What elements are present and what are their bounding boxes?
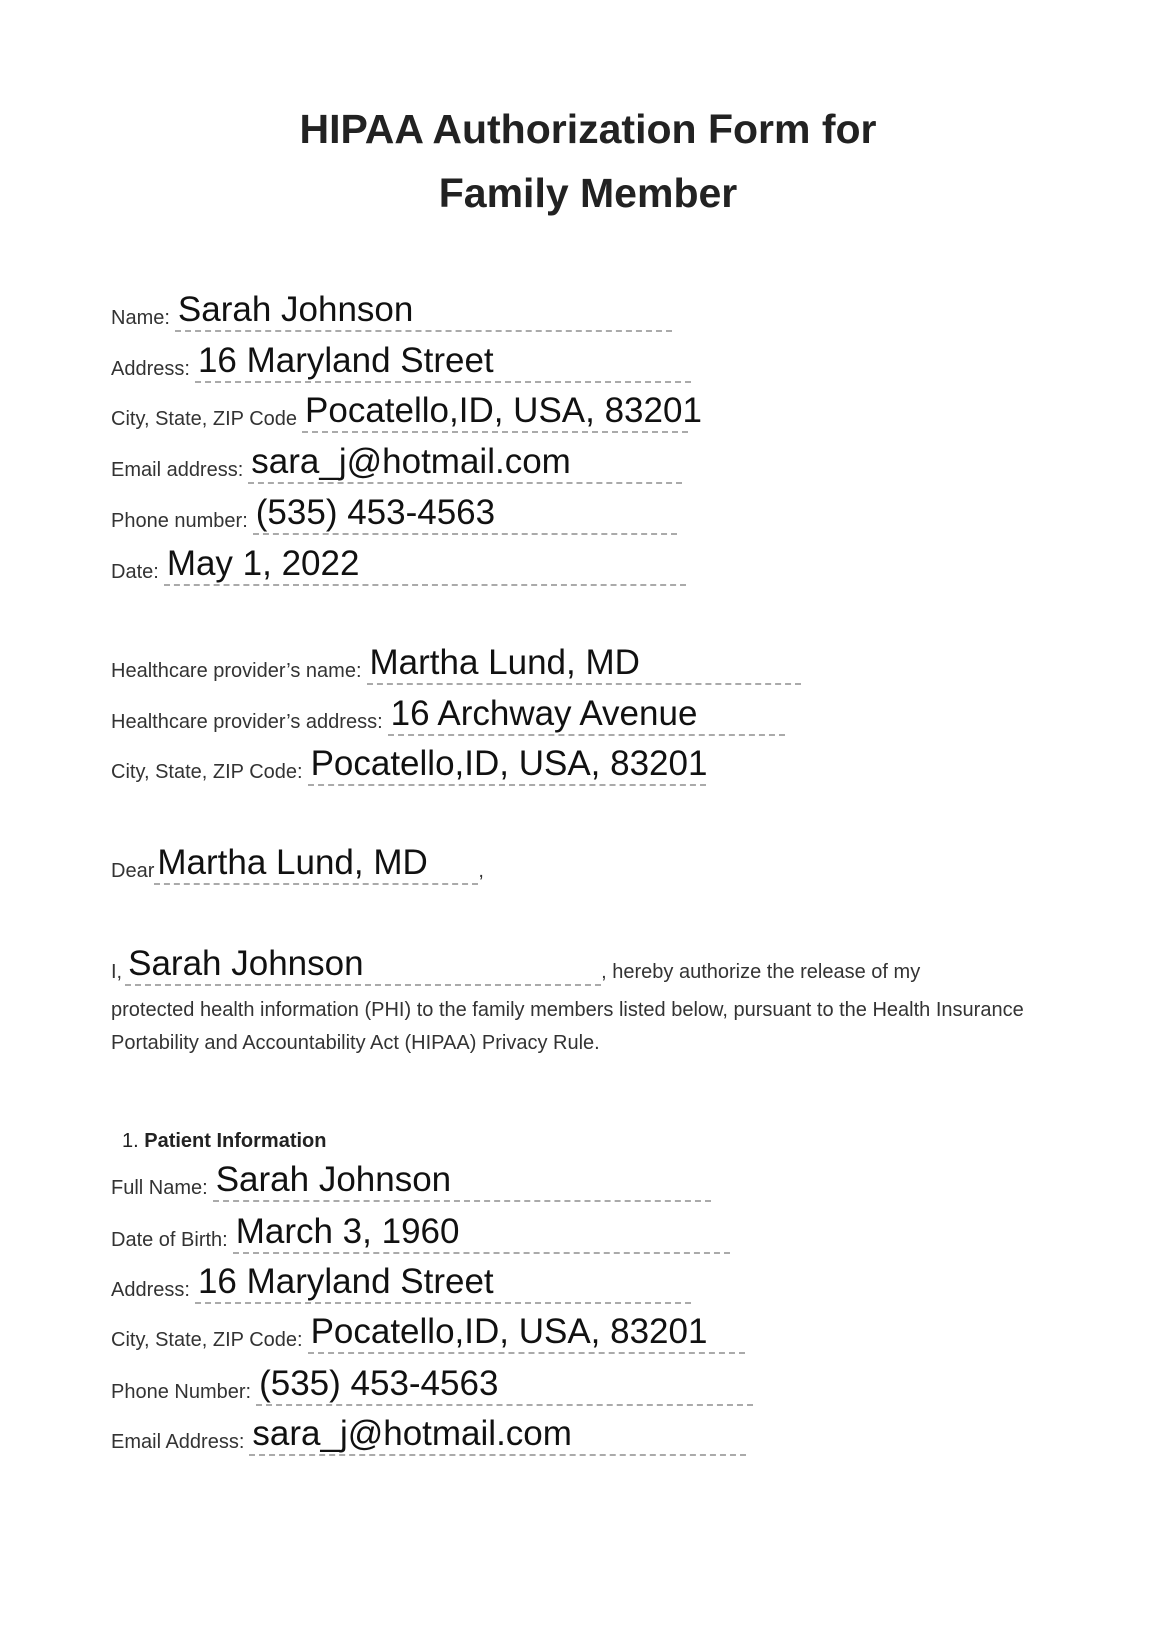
name-row — [111, 286, 672, 332]
full-name-label: Full Name: — [111, 1177, 208, 1199]
salutation-comma: , — [478, 860, 484, 882]
provider-address-label: Healthcare provider’s address: — [111, 711, 383, 733]
provider-city-field[interactable]: Pocatello,ID, USA, 83201 — [308, 744, 706, 786]
date-label: Date: — [111, 561, 159, 583]
provider-city-label: City, State, ZIP Code: — [111, 761, 303, 783]
patient-full-name-row — [111, 1156, 711, 1202]
provider-address-row — [111, 690, 785, 736]
city-row — [111, 387, 702, 433]
provider-address-field[interactable]: 16 Archway Avenue — [388, 694, 785, 736]
phone-row — [111, 489, 677, 535]
address-field[interactable]: 16 Maryland Street — [195, 341, 691, 383]
salutation-row — [111, 839, 484, 885]
patient-dob-row — [111, 1208, 730, 1254]
patient-email-label: Email Address: — [111, 1431, 245, 1453]
provider-name-field[interactable]: Martha Lund, MD — [367, 643, 801, 685]
dob-label: Date of Birth: — [111, 1229, 228, 1251]
authorization-name-field[interactable]: Sarah Johnson — [125, 944, 601, 986]
city-field[interactable]: Pocatello,ID, USA, 83201 — [302, 391, 688, 433]
patient-phone-row — [111, 1360, 753, 1406]
provider-name-row — [111, 639, 801, 685]
section-title: Patient Information — [144, 1130, 327, 1152]
patient-city-row — [111, 1308, 745, 1354]
address-label: Address: — [111, 358, 190, 380]
email-row — [111, 438, 682, 484]
patient-city-label: City, State, ZIP Code: — [111, 1329, 303, 1351]
section-heading-patient-information — [122, 1130, 326, 1153]
patient-address-field[interactable]: 16 Maryland Street — [195, 1262, 691, 1304]
dob-field[interactable]: March 3, 1960 — [233, 1212, 730, 1254]
patient-email-row — [111, 1410, 746, 1456]
patient-phone-label: Phone Number: — [111, 1381, 252, 1403]
page-title: HIPAA Authorization Form for Family Member — [299, 106, 877, 216]
authorization-text-line1: , hereby authorize the release of my — [601, 961, 921, 983]
authorization-prefix: I, — [111, 961, 123, 983]
dear-field[interactable]: Martha Lund, MD — [154, 843, 478, 885]
patient-city-field[interactable]: Pocatello,ID, USA, 83201 — [308, 1312, 745, 1354]
patient-address-label: Address: — [111, 1279, 190, 1301]
date-row — [111, 540, 686, 586]
authorization-text: protected health information (PHI) to the family members listed below, pursuant to the Health Insurance Portability and Accountability Act (HIPAA) Privacy Rule. — [111, 999, 1024, 1054]
phone-label: Phone number: — [111, 510, 248, 532]
city-label: City, State, ZIP Code — [111, 408, 298, 430]
phone-field[interactable]: (535) 453-4563 — [253, 493, 677, 535]
provider-name-label: Healthcare provider’s name: — [111, 660, 362, 682]
dear-label: Dear — [111, 860, 155, 882]
date-field[interactable]: May 1, 2022 — [164, 544, 686, 586]
provider-city-row — [111, 740, 706, 786]
name-label: Name: — [111, 307, 170, 329]
patient-address-row — [111, 1258, 691, 1304]
section-number: 1. — [122, 1130, 139, 1152]
patient-email-field[interactable]: sara_j@hotmail.com — [249, 1414, 746, 1456]
email-label: Email address: — [111, 459, 244, 481]
authorization-row — [111, 940, 920, 986]
full-name-field[interactable]: Sarah Johnson — [213, 1160, 711, 1202]
patient-phone-field[interactable]: (535) 453-4563 — [256, 1364, 753, 1406]
name-field[interactable]: Sarah Johnson — [175, 290, 672, 332]
email-field[interactable]: sara_j@hotmail.com — [248, 442, 682, 484]
address-row — [111, 337, 691, 383]
